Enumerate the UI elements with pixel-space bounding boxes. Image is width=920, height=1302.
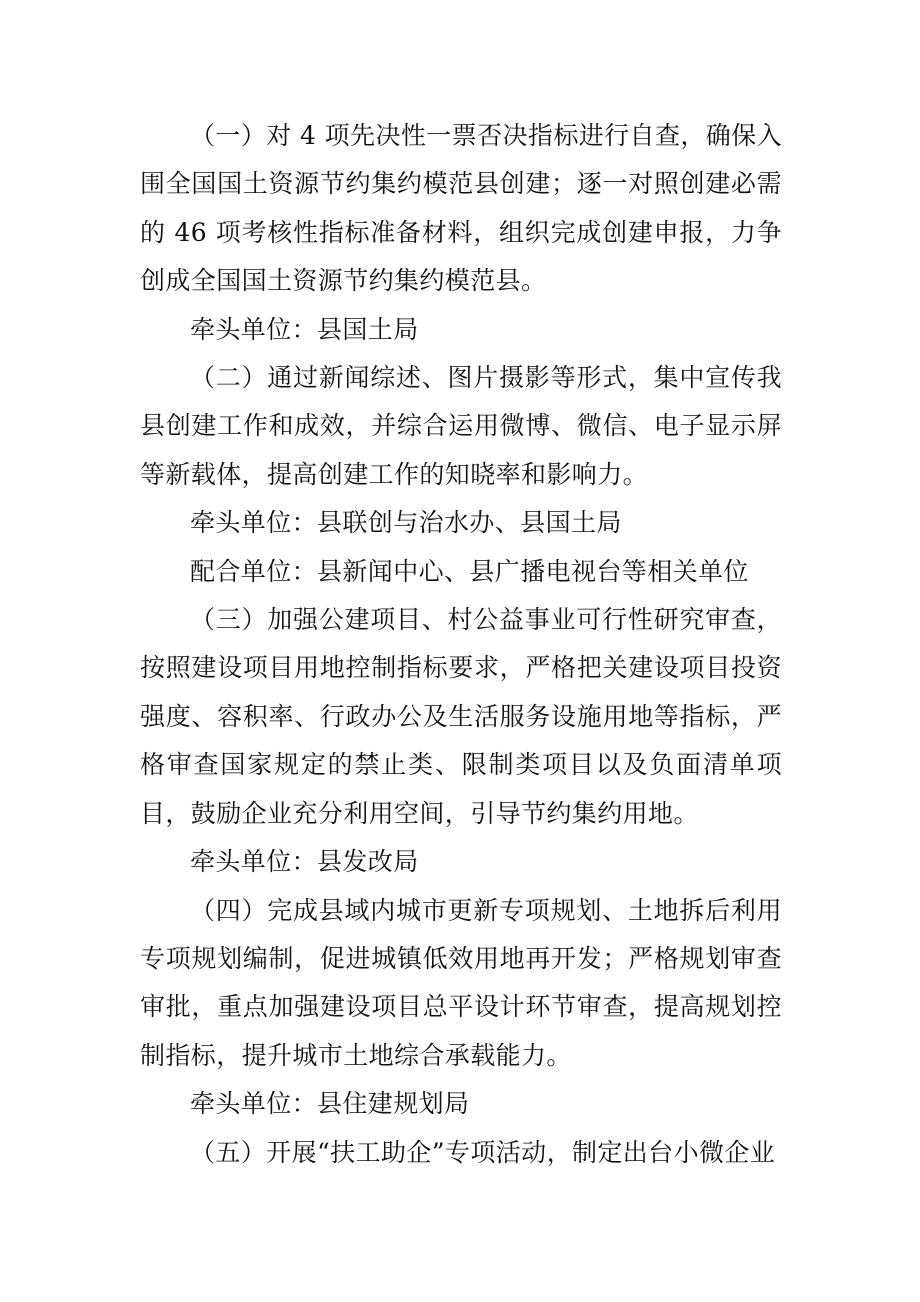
paragraph-item-3: （三）加强公建项目、村公益事业可行性研究审查，按照建设项目用地控制指标要求，严格把关建设项目投资强度、容积率、行政办公及生活服务设施用地等指标，严格审查国家规定的禁止类、限制类项目以及负面清单项目，鼓励企业充分利用空间，引导节约集约用地。: [140, 605, 782, 828]
lead-unit-line-4: 牵头单位：县住建规划局: [190, 1089, 470, 1119]
paragraph-item-5: （五）开展“扶工助企”专项活动，制定出台小微企业: [190, 1137, 776, 1167]
lead-unit-line-3: 牵头单位：县发改局: [190, 847, 419, 877]
document-body: [140, 112, 782, 1177]
paragraph-item-4: （四）完成县域内城市更新专项规划、土地拆后利用专项规划编制，促进城镇低效用地再开发；严格规划审查审批，重点加强建设项目总平设计环节审查，提高规划控制指标，提升城市土地综合承载能力。: [140, 895, 782, 1070]
paragraph-item-1: （一）对 4 项先决性一票否决指标进行自查，确保入围全国国土资源节约集约模范县创建；逐一对照创建必需的 46 项考核性指标准备材料，组织完成创建申报，力争创成全国国土资源节约集约模范县。: [140, 121, 782, 296]
lead-unit-line-2: 牵头单位：县联创与治水办、县国土局: [190, 508, 622, 538]
paragraph-item-2: （二）通过新闻综述、图片摄影等形式，集中宣传我县创建工作和成效，并综合运用微博、微信、电子显示屏等新载体，提高创建工作的知晓率和影响力。: [140, 363, 782, 489]
cooperating-unit-line-2: 配合单位：县新闻中心、县广播电视台等相关单位: [190, 556, 749, 586]
lead-unit-line-1: 牵头单位：县国土局: [190, 314, 419, 344]
